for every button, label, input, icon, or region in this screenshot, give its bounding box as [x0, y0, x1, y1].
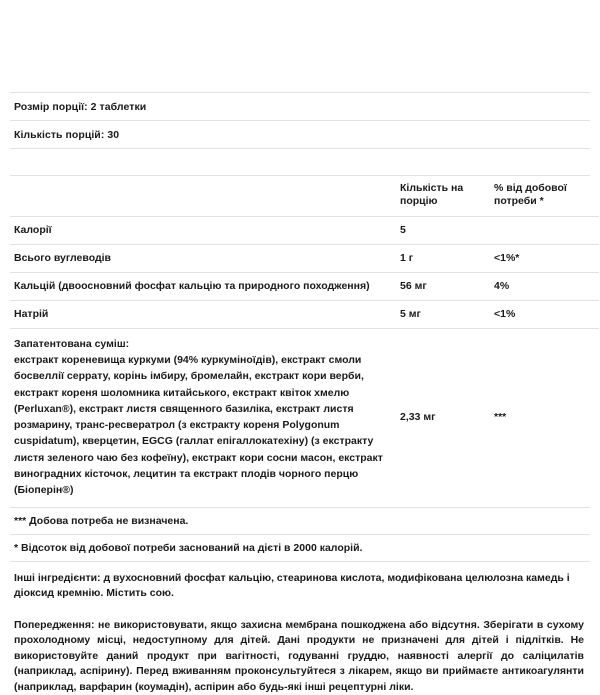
nutrient-name: Всього вуглеводів: [10, 244, 397, 272]
proprietary-blend-row: [10, 328, 599, 506]
nutrient-daily-value: 4%: [492, 272, 599, 300]
other-ingredients-text: Інші інгредієнти: д вухосновний фосфат кальцію, стеаринова кислота, модифікована целюлозна камедь і діоксид кремнію. Містить сою.: [14, 571, 570, 600]
table-row: [10, 272, 599, 300]
table-row: [10, 244, 599, 272]
table-row: [10, 216, 599, 244]
nutrient-name: Кальцій (двоосновний фосфат кальцію та природного походження): [10, 272, 397, 300]
table-header-row: [10, 176, 599, 216]
proprietary-blend-daily-value: ***: [492, 328, 599, 506]
nutrient-name: Натрій: [10, 300, 397, 328]
proprietary-blend-title: Запатентована суміш:: [14, 337, 130, 350]
nutrient-daily-value: <1%: [492, 300, 599, 328]
nutrient-daily-value: <1%*: [492, 244, 599, 272]
footnote-text: *** Добова потреба не визначена.: [14, 514, 189, 527]
footnote-row-2000-calorie-diet: [10, 535, 590, 561]
section-gap: [10, 149, 590, 175]
nutrient-name: Калорії: [10, 216, 397, 244]
top-spacer: [10, 0, 590, 92]
header-percent-daily-value: % від добової потреби *: [494, 182, 567, 208]
servings-per-container-row: [10, 121, 590, 148]
nutrient-amount: 5: [397, 216, 492, 244]
nutrient-amount: 5 мг: [397, 300, 492, 328]
warning-text: Попередження: не використовувати, якщо захисна мембрана пошкоджена або відсутня. Зберігати в сухому прохолодному місці, недоступному для дітей. Дані продукти не призначені для дітей і підлітків. Не використовуйте даний продукт при вагітності, годуванні груддю, наявності алергії до саліцилатів (наприклад, аспірину). Перед вживанням проконсультуйтеся з лікарем, якщо ви приймаєте антикоагулянти (наприклад, варфарин (коумадін), аспірин або будь-які інші рецептурні ліки.: [14, 618, 584, 693]
footnote-row-dv-not-established: [10, 508, 590, 534]
nutrition-table: [10, 176, 599, 507]
servings-per-container-text: Кількість порцій: 30: [14, 128, 120, 141]
header-amount-per-serving: Кількість на порцію: [400, 182, 464, 208]
proprietary-blend-description: [10, 328, 397, 506]
nutrient-amount: 1 г: [397, 244, 492, 272]
serving-size-text: Розмір порції: 2 таблетки: [14, 100, 147, 113]
table-row: [10, 300, 599, 328]
nutrient-amount: 56 мг: [397, 272, 492, 300]
nutrient-daily-value: [492, 216, 599, 244]
serving-size-row: [10, 93, 590, 120]
footnote-text: * Відсоток від добової потреби заснований на дієті в 2000 калорій.: [14, 541, 363, 554]
proprietary-blend-amount: 2,33 мг: [397, 328, 492, 506]
header-nutrient: [10, 176, 397, 216]
proprietary-blend-ingredients: екстракт кореневища куркуми (94% куркуміноїдів), екстракт смоли босвеллії серрату, корінь імбиру, бромелайн, екстракт кори верби, екстракт кореня шоломника китайського, екстракт квіток хмелю (Perluxan®), екстракт листя священного базиліка, екстракт листя розмарину, транс-ресвератрол (з екстракту кореня Polygonum cuspidatum), кверцетин, EGCG (галлат епігаллокатехіну) (з екстракту листя зеленого чаю без кофеїну), екстракт кори сосни масон, екстракт виноградних кісточок, лецитин та екстракт плодів чорного перцю (Біоперін®): [14, 354, 383, 497]
